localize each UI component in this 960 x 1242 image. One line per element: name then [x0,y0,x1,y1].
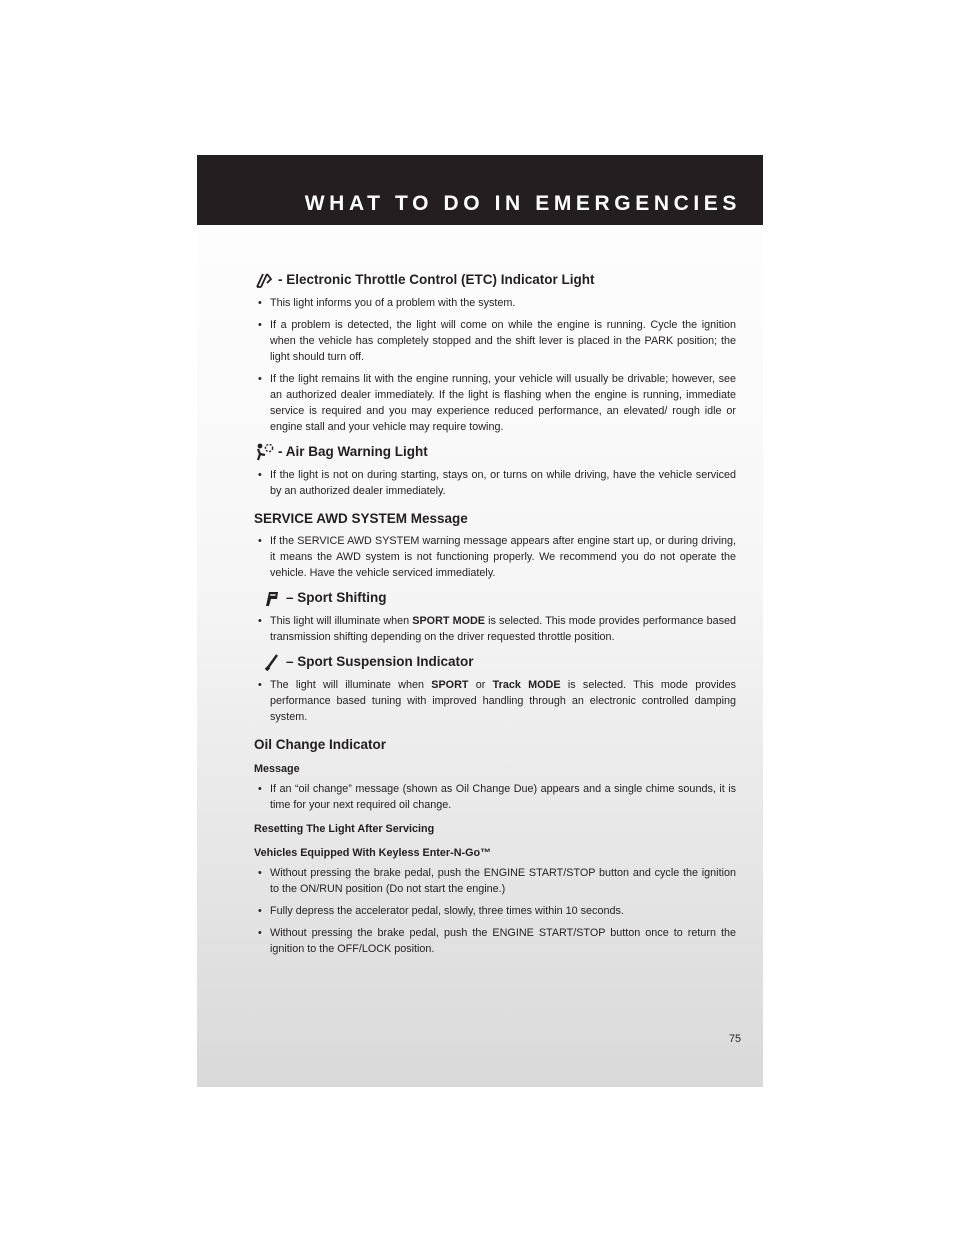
oil-reset-list [254,865,736,957]
page-title: WHAT TO DO IN EMERGENCIES [304,192,741,215]
awd-list [254,533,736,581]
list-item: • The light will illuminate when SPORT or Track MODE is selected. This mode provides performance based tuning with improved handling through an electronic controlled damping system. [254,677,736,725]
oil-message-list [254,781,736,813]
list-item: • If the light remains lit with the engine running, your vehicle will usually be drivable; however, see an authorized dealer immediately. If the light is flashing when the engine is running, immediate service is required and you may experience reduced performance, an elevated/ rough idle or engine stall and your vehicle may require towing. [254,371,736,435]
oil-heading: Oil Change Indicator [254,737,387,752]
throttle-control-icon [254,271,274,289]
airbag-title: - Air Bag Warning Light [278,444,428,459]
page-content [254,263,736,963]
list-item: • If the light is not on during starting, stays on, or turns on while driving, have the vehicle serviced by an authorized dealer immediately. [254,467,736,499]
list-item: • Fully depress the accelerator pedal, slowly, three times within 10 seconds. [254,903,736,919]
list-item: • Without pressing the brake pedal, push the ENGINE START/STOP button once to return the ignition to the OFF/LOCK position. [254,925,736,957]
list-item: • Without pressing the brake pedal, push the ENGINE START/STOP button and cycle the ignition to the ON/RUN position (Do not start the engine.) [254,865,736,897]
list-item: • This light informs you of a problem with the system. [254,295,736,311]
list-item: • If an “oil change” message (shown as Oil Change Due) appears and a single chime sounds, it is time for your next required oil change. [254,781,736,813]
airbag-icon [254,443,274,461]
etc-title: - Electronic Throttle Control (ETC) Indicator Light [278,272,595,287]
list-item: • If the SERVICE AWD SYSTEM warning message appears after engine start up, or during driving, it means the AWD system is not functioning properly. We recommend you do not operate the vehicle. Have the vehicle serviced immediately. [254,533,736,581]
sport-susp-title: – Sport Suspension Indicator [286,654,474,669]
sport-susp-list [254,677,736,725]
header-bar [197,155,763,225]
airbag-list [254,467,736,499]
oil-keyless-label: Vehicles Equipped With Keyless Enter-N-Go™ [254,847,491,859]
etc-heading [254,271,736,289]
etc-list [254,295,736,435]
manual-page [197,155,763,1087]
list-item: • If a problem is detected, the light will come on while the engine is running. Cycle the ignition when the vehicle has completely stopped and the shift lever is placed in the PARK position; the light should turn off. [254,317,736,365]
oil-message-label: Message [254,763,300,775]
airbag-heading [254,443,736,461]
sport-shift-heading [254,589,736,607]
sport-shift-title: – Sport Shifting [286,590,387,605]
oil-reset-label: Resetting The Light After Servicing [254,823,435,835]
awd-heading: SERVICE AWD SYSTEM Message [254,511,468,526]
sport-susp-heading [254,653,736,671]
sport-shifting-icon [262,589,282,607]
page-number: 75 [728,1033,741,1045]
sport-suspension-icon [262,653,282,671]
sport-shift-list [254,613,736,645]
list-item: • This light will illuminate when SPORT MODE is selected. This mode provides performance based transmission shifting depending on the driver requested throttle position. [254,613,736,645]
